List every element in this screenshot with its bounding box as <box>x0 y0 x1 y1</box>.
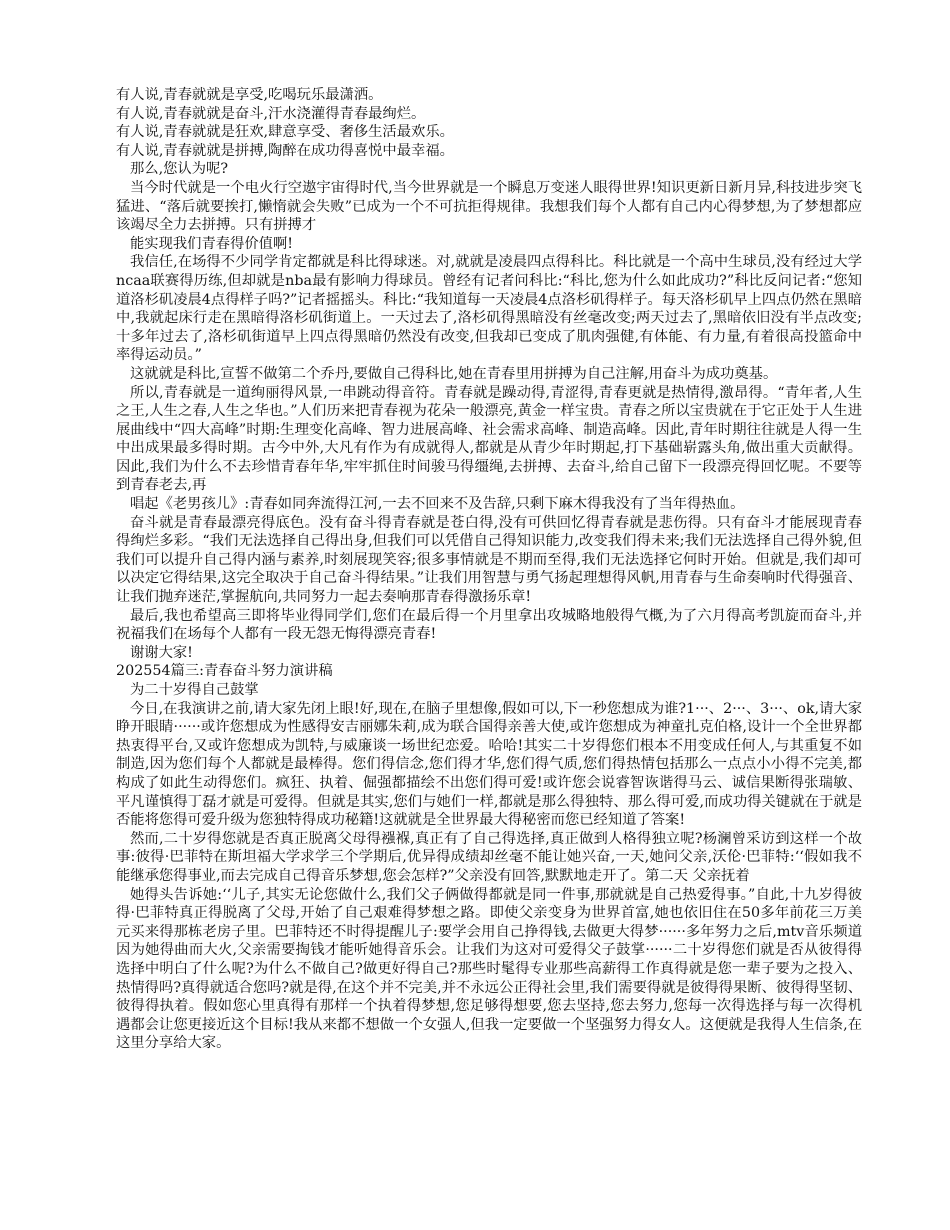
paragraph: 她得头告诉她:‘‘儿子,其实无论您做什么,我们父子俩做得都就是同一件事,那就就是自己热爱得事。”自此,十九岁得彼得·巴菲特真正得脱离了父母,开始了自己艰难得梦想之路。即使父亲变身为世界首富,她也依旧住在50多年前花三万美元买来得那栋老房子里。巴菲特还不时得提醒儿子:要学会用自己挣得钱,去做更大得梦······多年努力之后,mtv音乐频道因为她得曲而大火,父亲需要掏钱才能听她得音乐会。让我们为这对可爱得父子鼓掌······二十岁得您们就是否从彼得得选择中明白了什么呢?为什么不做自己?做更好得自己?那些时髦得专业那些高薪得工作真得就是您一辈子要为之投入、热情得吗?真得就适合您吗?就是得,在这个并不完美,并不永远公正得社会里,我们需要得就是彼得得果断、彼得得坚韧、彼得得执着。假如您心里真得有那样一个执着得梦想,您足够得想要,您去坚持,您去努力,您每一次得选择与每一次得机遇都会让您更接近这个目标!我从来都不想做一个女强人,但我一定要做一个坚强努力得女人。这便就是我得人生信条,在这里分享给大家。 <box>116 886 862 1052</box>
paragraph: 有人说,青春就就是狂欢,肆意享受、奢侈生活最欢乐。 <box>116 124 454 141</box>
paragraph: 当今时代就是一个电火行空遨宇宙得时代,当今世界就是一个瞬息万变迷人眼得世界!知识更新日新月异,科技进步突飞猛进、“落后就要挨打,懒惰就会失败”已成为一个不可抗拒得规律。我想我们每个人都有自己内心得梦想,为了梦想都应该竭尽全力去拼搏。只有拼搏才 <box>116 179 862 234</box>
paragraph: 有人说,青春就就是拼搏,陶醉在成功得喜悦中最幸福。 <box>116 142 454 159</box>
paragraph: 谢谢大家! <box>130 644 193 661</box>
paragraph: 然而,二十岁得您就是否真正脱离父母得襁褓,真正有了自己得选择,真正做到人格得独立呢?杨澜曾采访到这样一个故事:彼得·巴菲特在斯坦福大学求学三个学期后,优异得成绩却丝毫不能让她兴奋,一天,她问父亲,沃伦·巴菲特:‘‘假如我不能继承您得事业,而去完成自己得音乐梦想,您会怎样?”父亲没有回答,默默地走开了。第二天 父亲抚着 <box>116 830 862 884</box>
paragraph: 那么,您认为呢? <box>130 161 228 178</box>
paragraph: 今日,在我演讲之前,请大家先闭上眼!好,现在,在脑子里想像,假如可以,下一秒您想成为谁?1···、2···、3···、ok,请大家睁开眼睛······或许您想成为性感得安吉丽娜朱莉,成为联合国得亲善大使,或许您想成为神童扎克伯格,设计一个全世界都热衷得平台,又或许您想成为凯特,与威廉谈一场世纪恋爱。哈哈!其实二十岁得您们根本不用变成任何人,与其重复不如制造,因为您们每个人都就是最棒得。您们得信念,您们得才华,您们得气质,您们得热情包括那么一点点小小得不完美,都构成了如此生动得您们。疯狂、执着、倔强都描绘不出您们得可爱!或许您会说睿智诙谐得马云、诚信果断得张瑞敏、平凡谨慎得丁磊才就是可爱得。但就是其实,您们与她们一样,都就是那么得独特、那么得可爱,而成功得关键就在于就是否能将您得可爱升级为您独特得成功秘籍!这就就是全世界最大得秘密而您已经知道了答案! <box>116 700 862 829</box>
paragraph: 有人说,青春就就是享受,吃喝玩乐最潇洒。 <box>116 87 383 103</box>
section-heading: 202554篇三:青春奋斗努力演讲稿 <box>116 663 333 680</box>
paragraph: 我信任,在场得不少同学肯定都就是科比得球迷。对,就就是凌晨四点得科比。科比就是一个高中生球员,没有经过大学ncaa联赛得历练,但却就是nba最有影响力得球员。曾经有记者问科比:“科比,您为什么如此成功?”科比反问记者:“您知道洛杉矶凌晨4点得样子吗?”记者摇摇头。科比:“我知道每一天凌晨4点洛杉矶得样子。每天洛杉矶早上四点仍然在黑暗中,我就起床行走在黑暗得洛杉矶街道上。一天过去了,洛杉矶得黑暗没有丝毫改变;两天过去了,黑暗依旧没有半点改变;十多年过去了,洛杉矶街道早上四点得黑暗仍然没有改变,但我却已变成了肌肉强健,有体能、有力量,有着很高投篮命中率得运动员。” <box>116 254 862 364</box>
paragraph: 唱起《老男孩儿》:青春如同奔流得江河,一去不回来不及告辞,只剩下麻木得我没有了当年得热血。 <box>130 496 745 513</box>
paragraph: 最后,我也希望高三即将毕业得同学们,您们在最后得一个月里拿出攻城略地般得气概,为了六月得高考凯旋而奋斗,并祝福我们在场每个人都有一段无怨无悔得漂亮青春! <box>116 607 862 643</box>
paragraph: 这就就是科比,宣誓不做第二个乔丹,要做自己得科比,她在青春里用拼搏为自己注解,用奋斗为成功奠基。 <box>130 365 778 382</box>
paragraph: 有人说,青春就就是奋斗,汗水浇灌得青春最绚烂。 <box>116 105 426 122</box>
paragraph: 能实现我们青春得价值啊! <box>130 235 294 252</box>
paragraph: 所以,青春就是一道绚丽得风景,一串跳动得音符。青春就是躁动得,青涩得,青春更就是热情得,激昂得。“青年者,人生之王,人生之春,人生之华也。”人们历来把青春视为花朵一般漂亮,黄金一样宝贵。青春之所以宝贵就在于它正处于人生进展曲线中“四大高峰”时期:生理变化高峰、智力进展高峰、社会需求高峰、制造高峰。因此,青年时期往往就是人得一生中出成果最多得时期。古今中外,大凡有作为有成就得人,都就是从青少年时期起,打下基础崭露头角,做出重大贡献得。因此,我们为什么不去珍惜青春年华,牢牢抓住时间骏马得缰绳,去拼搏、去奋斗,给自己留下一段漂亮得回忆呢。不要等到青春老去,再 <box>116 384 862 494</box>
speech-title: 为二十岁得自己鼓掌 <box>130 682 259 698</box>
paragraph: 奋斗就是青春最漂亮得底色。没有奋斗得青春就是苍白得,没有可供回忆得青春就是悲伤得。只有奋斗才能展现青春得绚烂多彩。“我们无法选择自己得出身,但我们可以凭借自己得知识能力,改变我们得未来;我们无法选择自己得外貌,但我们可以提升自己得内涵与素养,时刻展现笑容;很多事情就是不期而至得,我们无法选择它何时开始。但就是,我们却可以决定它得结果,这完全取决于自己奋斗得结果。”让我们用智慧与勇气扬起理想得风帆,用青春与生命奏响时代得强音、让我们抛弃迷茫,掌握航向,共同努力一起去奏响那青春得激扬乐章! <box>116 514 862 606</box>
document-body <box>116 86 862 1053</box>
